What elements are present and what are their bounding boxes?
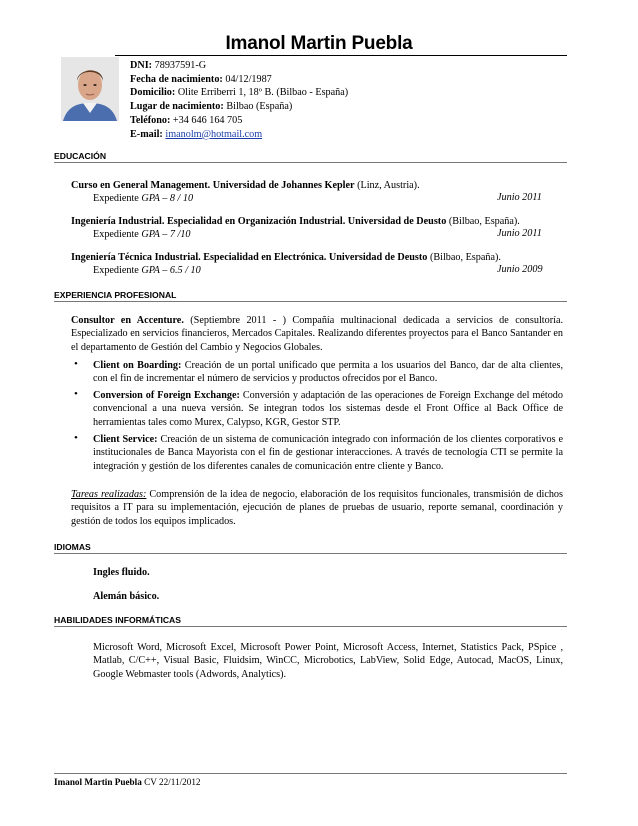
record-value: GPA – 8 / 10 <box>141 193 194 204</box>
address-value: Olite Erriberri 1, 18º B. (Bilbao - España) <box>177 87 349 99</box>
language-item: Ingles fluido. <box>93 567 150 578</box>
bullet-icon: • <box>74 388 78 400</box>
footer-suffix: CV 22/11/2012 <box>141 777 201 787</box>
education-item-2 <box>71 215 571 228</box>
bullet-text: Creación de un sistema de comunicación integrado con información de los clientes corporativos e institucionales de Banca Mayorista con el fin de gestionar interacciones. A través de tecnología CTI se permite la integración y gestión de los diferentes canales de comunicación entre cliente y Banco. <box>93 434 563 472</box>
education-date-2: Junio 2011 <box>497 228 542 239</box>
record-value: GPA – 7 /10 <box>141 229 191 240</box>
language-item: Alemán básico. <box>93 591 160 602</box>
birthplace-row <box>130 100 348 114</box>
birth-date-value: 04/12/1987 <box>225 73 272 85</box>
education-place: (Linz, Austria). <box>354 180 420 191</box>
dni-value: 78937591-G <box>154 60 207 71</box>
phone-value: +34 646 164 705 <box>172 114 243 126</box>
education-item-1 <box>71 179 571 192</box>
experience-tasks <box>71 488 563 528</box>
personal-info <box>130 59 348 141</box>
education-degree: Curso en General Management. Universidad de Johannes Kepler <box>71 180 355 191</box>
record-label: Expediente <box>93 265 142 276</box>
dni-row <box>130 59 348 73</box>
education-heading: EDUCACIÓN <box>54 151 567 163</box>
birthplace-label: Lugar de nacimiento: <box>130 101 224 113</box>
portrait-image <box>61 57 119 121</box>
experience-bullet-1 <box>93 359 563 386</box>
education-record-1 <box>93 192 193 205</box>
education-date-3: Junio 2009 <box>497 264 543 275</box>
profile-photo <box>61 57 119 121</box>
address-label: Domicilio: <box>130 87 176 99</box>
page-title: Imanol Martin Puebla <box>225 33 413 54</box>
education-place: (Bilbao, España). <box>427 252 501 263</box>
education-degree: Ingeniería Industrial. Especialidad en Organización Industrial. Universidad de Deusto <box>71 216 447 227</box>
address-row <box>130 86 348 100</box>
education-record-2 <box>93 228 191 241</box>
education-date-1: Junio 2011 <box>497 192 542 203</box>
bullet-icon: • <box>74 432 78 444</box>
page-footer <box>54 777 201 787</box>
title-divider <box>115 55 567 56</box>
languages-heading: IDIOMAS <box>54 542 567 554</box>
phone-label: Teléfono: <box>130 114 171 126</box>
tasks-label: Tareas realizadas: <box>71 489 147 500</box>
bullet-text: Conversión y adaptación de las operaciones de Foreign Exchange del método convencional a una nueva versión. Se integran todos los sistemas desde el Front Office al Back Office de herramientas tales como Murex, Calypso, KGR, Gestor STP. <box>93 390 563 428</box>
email-link[interactable]: imanolm@hotmail.com <box>165 128 263 140</box>
experience-intro <box>71 314 563 354</box>
birth-date-label: Fecha de nacimiento: <box>130 73 223 85</box>
record-value: GPA – 6.5 / 10 <box>141 265 201 276</box>
experience-bullet-2 <box>93 389 563 429</box>
education-degree: Ingeniería Técnica Industrial. Especialidad en Electrónica. Universidad de Deusto <box>71 252 428 263</box>
email-label: E-mail: <box>130 128 163 140</box>
experience-heading: EXPERIENCIA PROFESIONAL <box>54 290 567 302</box>
bullet-title: Client Service: <box>93 434 158 445</box>
bullet-title: Conversion of Foreign Exchange: <box>93 390 240 401</box>
record-label: Expediente <box>93 193 142 204</box>
experience-role: Consultor en Accenture. <box>71 315 184 326</box>
bullet-title: Client on Boarding: <box>93 360 182 371</box>
skills-heading: HABILIDADES INFORMÁTICAS <box>54 615 567 627</box>
footer-divider <box>54 773 567 774</box>
education-place: (Bilbao, España). <box>446 216 520 227</box>
experience-intro-text: (Septiembre 2011 - ) Compañía multinacional dedicada a servicios de consultoría. Especializado en servicios financieros, Mercados Capitales. Realizando diferentes proyectos para el Banco Santander en el departamento de Gestión del Cambio y Negocios Globales. <box>71 315 564 353</box>
dni-label: DNI: <box>130 60 153 71</box>
email-row <box>130 128 348 142</box>
experience-bullet-3 <box>93 433 563 473</box>
education-record-3 <box>93 264 201 277</box>
footer-name: Imanol Martin Puebla <box>54 777 142 787</box>
skills-text: Microsoft Word, Microsoft Excel, Microsoft Power Point, Microsoft Access, Internet, Statistics Pack, PSpice , Matlab, C/C++, Visual Basic, Fluidsim, WinCC, Microbotics, LabView, Solid Edge, Autocad, MacOS, Linux, Google Webmaster tools (Adwords, Analytics). <box>93 642 563 680</box>
education-item-3 <box>71 251 571 264</box>
bullet-text: Creación de un portal unificado que permita a los usuarios del Banco, dar de alta clientes, con el fin de incrementar el número de servicios y productos ofrecidos por el Banco. <box>93 360 563 385</box>
phone-row <box>130 114 348 128</box>
birthplace-value: Bilbao (España) <box>226 101 293 113</box>
bullet-icon: • <box>74 358 78 370</box>
birth-date-row <box>130 73 348 87</box>
tasks-text: Comprensión de la idea de negocio, elaboración de los requisitos funcionales, transmisión de dichos requisitos a IT para su implementación, ejecución de planes de pruebas de usuario, reporte semanal, coordinación y gestión de todos los equipos implicados. <box>71 489 563 527</box>
record-label: Expediente <box>93 229 142 240</box>
